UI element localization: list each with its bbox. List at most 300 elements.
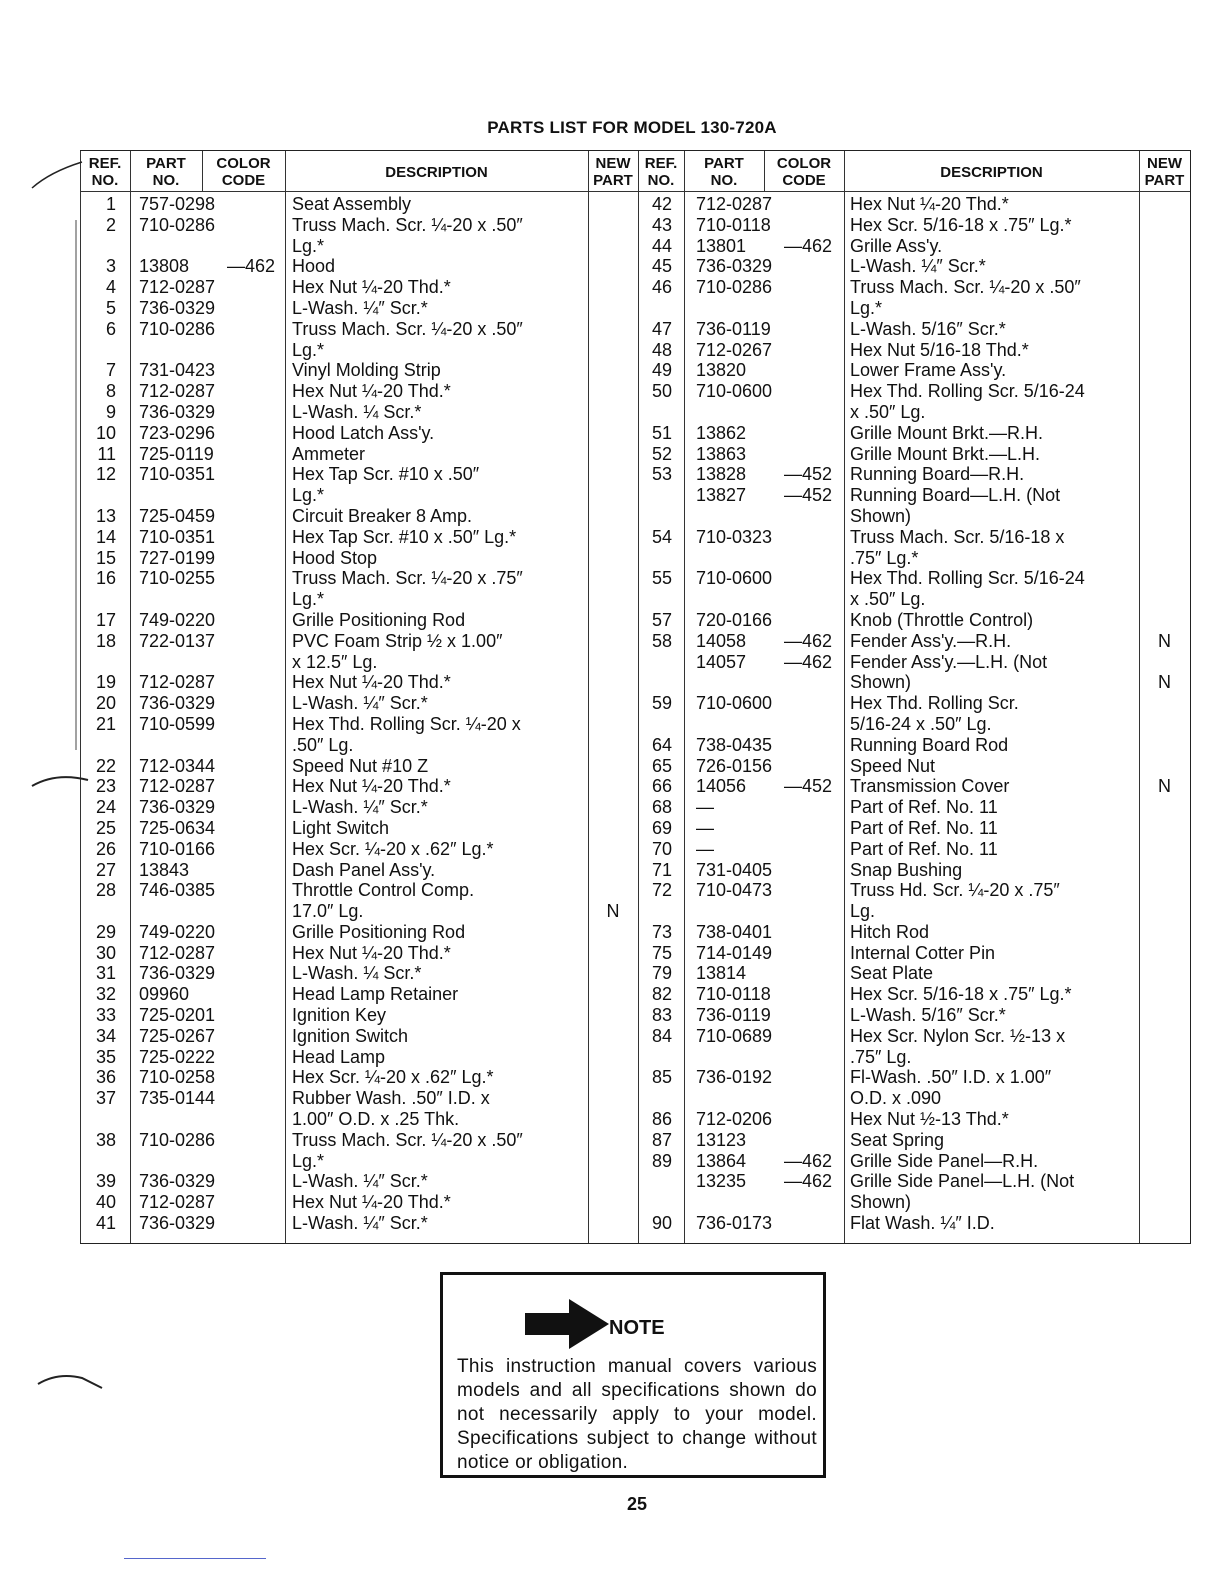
description: Head Lamp Retainer: [292, 984, 459, 1005]
new-part-flag: [588, 1213, 638, 1234]
part-cell: [139, 381, 285, 402]
description: Hood: [292, 256, 336, 277]
new-part-flag: [1139, 1213, 1190, 1234]
ref-number: 37: [95, 1088, 116, 1109]
new-part-flag: [1139, 464, 1190, 485]
color-code: [217, 444, 227, 465]
ref-number: 48: [651, 339, 672, 360]
part-number: 725-0119: [139, 443, 214, 464]
header-color: COLOR CODE: [216, 155, 271, 189]
ref-number: [80, 652, 116, 673]
color-code: [217, 984, 227, 1005]
ref-number: 21: [95, 713, 116, 734]
color-code: [217, 568, 227, 589]
new-part-flag: [1139, 922, 1190, 943]
color-code: [774, 735, 784, 756]
part-number: [696, 589, 774, 610]
part-cell: [139, 943, 285, 964]
color-code: [774, 1130, 784, 1151]
part-number: 723-0296: [139, 422, 216, 443]
description: Lg.: [850, 901, 876, 922]
part-number: 722-0137: [139, 630, 216, 651]
color-code: [217, 860, 227, 881]
new-part-flag: [588, 548, 638, 569]
part-number: 736-0329: [139, 963, 216, 984]
description: Grille Side Panel—R.H.: [850, 1150, 1039, 1171]
ref-number: [638, 1192, 672, 1213]
description-column: [292, 194, 588, 1234]
header-description: DESCRIPTION: [940, 163, 1043, 181]
ref-number: 5: [105, 297, 116, 318]
new-part-flag: [588, 423, 638, 444]
ref-number: 7: [105, 360, 116, 381]
part-number: 710-0286: [139, 318, 216, 339]
new-part-flag: [1139, 1088, 1190, 1109]
part-cell: [139, 1151, 285, 1172]
new-part-flag: [1139, 256, 1190, 277]
color-code: [217, 756, 227, 777]
part-number: 710-0286: [139, 214, 216, 235]
new-part-flag: [1139, 818, 1190, 839]
color-code: [774, 1067, 784, 1088]
new-part-flag: [588, 922, 638, 943]
description: .50″ Lg.: [292, 734, 354, 755]
ref-number: 40: [95, 1192, 116, 1213]
part-cell: [696, 735, 844, 756]
description: O.D. x .090: [850, 1088, 942, 1109]
ref-number: 3: [105, 256, 116, 277]
part-number: —: [696, 797, 714, 818]
part-cell: [696, 860, 844, 881]
ref-number: 2: [105, 214, 116, 235]
new-part-flag: [1139, 880, 1190, 901]
description: PVC Foam Strip ½ x 1.00″: [292, 630, 503, 651]
part-number: 736-0119: [696, 1005, 771, 1026]
color-code: [774, 423, 784, 444]
color-code: [217, 589, 227, 610]
part-cell: [696, 1047, 844, 1068]
part-cell: [139, 610, 285, 631]
part-number: 736-0329: [696, 256, 773, 277]
ref-column: [638, 194, 672, 1234]
part-cell: [139, 568, 285, 589]
description: Hex Nut ½-13 Thd.*: [850, 1109, 1009, 1130]
color-code: [217, 1151, 227, 1172]
part-number: 710-0118: [696, 214, 771, 235]
header-part: PART NO.: [704, 155, 744, 189]
part-cell: [139, 319, 285, 340]
description: Snap Bushing: [850, 859, 963, 880]
color-code: [774, 527, 784, 548]
ref-number: 70: [651, 838, 672, 859]
new-part-flag: [1139, 215, 1190, 236]
new-part-flag: [1139, 1005, 1190, 1026]
margin-mark-icon: [30, 150, 90, 190]
color-code: [217, 402, 227, 423]
part-cell: [139, 277, 285, 298]
new-part-flag: [1139, 444, 1190, 465]
description: Lg.*: [292, 235, 325, 256]
new-part-flag: [588, 860, 638, 881]
part-cell: [139, 860, 285, 881]
part-cell: [696, 236, 844, 257]
ref-number: [638, 402, 672, 423]
description: Truss Mach. Scr. ¼-20 x .50″: [292, 214, 523, 235]
ref-number: 20: [95, 693, 116, 714]
part-number: 14057: [696, 651, 747, 672]
new-part-flag: [588, 319, 638, 340]
part-number: 746-0385: [139, 880, 216, 901]
ref-number: 49: [651, 360, 672, 381]
part-number: [696, 1088, 774, 1109]
color-code: —452: [784, 776, 833, 797]
new-part-flag: [588, 485, 638, 506]
color-code: —462: [784, 651, 833, 672]
color-code: [774, 610, 784, 631]
part-cell: [139, 776, 285, 797]
new-part-column: [1139, 194, 1190, 1234]
description: x .50″ Lg.: [850, 401, 926, 422]
ref-number: [638, 901, 672, 922]
ref-number: 33: [95, 1005, 116, 1026]
new-part-flag: [588, 984, 638, 1005]
description: Hex Nut ¼-20 Thd.*: [292, 776, 451, 797]
color-code: [217, 319, 227, 340]
new-part-flag: [1139, 1109, 1190, 1130]
ref-number: [638, 1171, 672, 1192]
part-cell: [139, 402, 285, 423]
part-cell: [696, 1005, 844, 1026]
part-number: 710-0258: [139, 1067, 216, 1088]
color-code: [217, 901, 227, 922]
part-number: [696, 402, 774, 423]
new-part-flag: [588, 464, 638, 485]
color-code: —462: [784, 1171, 833, 1192]
part-number: 736-0329: [139, 693, 216, 714]
color-code: [217, 381, 227, 402]
part-cell: [696, 298, 844, 319]
part-number: 710-0599: [139, 713, 216, 734]
new-part-flag: [1139, 527, 1190, 548]
ref-number: 16: [95, 568, 116, 589]
new-part-flag: [1139, 506, 1190, 527]
description: Hex Tap Scr. #10 x .50″ Lg.*: [292, 526, 517, 547]
description: Rubber Wash. .50″ I.D. x: [292, 1088, 490, 1109]
part-cell: [696, 464, 844, 485]
part-number: 710-0600: [696, 381, 773, 402]
description: Fender Ass'y.—R.H.: [850, 630, 1012, 651]
part-cell: [139, 1192, 285, 1213]
ref-number: [638, 672, 672, 693]
part-cell: [696, 1151, 844, 1172]
description: L-Wash. ¼″ Scr.*: [292, 1171, 428, 1192]
new-part-flag: [588, 194, 638, 215]
ref-number: 75: [651, 942, 672, 963]
part-cell: [696, 922, 844, 943]
ref-number: [80, 236, 116, 257]
color-code: —452: [784, 485, 833, 506]
color-code: [217, 527, 227, 548]
description: L-Wash. ¼″ Scr.*: [292, 797, 428, 818]
part-number: 13863: [696, 443, 747, 464]
ref-number: 43: [651, 214, 672, 235]
ref-number: 15: [95, 547, 116, 568]
part-cell: [696, 880, 844, 901]
new-part-flag: [1139, 963, 1190, 984]
new-part-flag: [1139, 1130, 1190, 1151]
description: Throttle Control Comp.: [292, 880, 475, 901]
color-code: [774, 818, 784, 839]
part-number: [696, 1047, 774, 1068]
description: Truss Mach. Scr. ¼-20 x .50″: [292, 318, 523, 339]
ref-number: 47: [651, 318, 672, 339]
new-part-flag: [588, 1130, 638, 1151]
color-code: [774, 1213, 784, 1234]
part-cell: [139, 548, 285, 569]
description: Hex Scr. ¼-20 x .62″ Lg.*: [292, 838, 494, 859]
color-code: [774, 797, 784, 818]
part-cell: [139, 194, 285, 215]
new-part-flag: N: [1158, 630, 1171, 651]
description: Lg.*: [292, 1150, 325, 1171]
part-cell: [696, 984, 844, 1005]
color-code: [774, 298, 784, 319]
note-label: NOTE: [609, 1316, 665, 1339]
part-number: 725-0634: [139, 817, 216, 838]
part-number: 736-0119: [696, 318, 771, 339]
part-cell: [696, 818, 844, 839]
part-number: 736-0192: [696, 1067, 773, 1088]
part-number: 725-0459: [139, 505, 216, 526]
part-cell: [696, 1109, 844, 1130]
new-part-flag: [588, 340, 638, 361]
ref-number: 39: [95, 1171, 116, 1192]
description-column: [850, 194, 1139, 1234]
color-code: [217, 672, 227, 693]
ref-number: 57: [651, 609, 672, 630]
part-number: 736-0329: [139, 401, 216, 422]
new-part-flag: [1139, 1026, 1190, 1047]
ref-number: 26: [95, 838, 116, 859]
part-number: 725-0201: [139, 1005, 216, 1026]
color-code: [774, 444, 784, 465]
part-number: 712-0287: [139, 776, 216, 797]
new-part-flag: [588, 256, 638, 277]
color-code: [774, 714, 784, 735]
part-cell: [139, 797, 285, 818]
part-cell: [139, 1067, 285, 1088]
part-cell: [139, 756, 285, 777]
margin-mark-icon: [36, 1370, 106, 1394]
part-cell: [139, 423, 285, 444]
new-part-flag: [588, 818, 638, 839]
part-cell: [696, 589, 844, 610]
color-code: [217, 236, 227, 257]
color-code: —452: [784, 464, 833, 485]
part-number: 13808: [139, 256, 190, 277]
description: Truss Mach. Scr. ¼-20 x .50″: [850, 277, 1081, 298]
description: Light Switch: [292, 817, 390, 838]
description: Part of Ref. No. 11: [850, 797, 998, 818]
part-number: [139, 236, 217, 257]
part-cell: [139, 652, 285, 673]
part-cell: [696, 194, 844, 215]
part-number: 710-0286: [696, 277, 773, 298]
ref-number: 54: [651, 526, 672, 547]
new-part-flag: [588, 215, 638, 236]
description: Hex Scr. ¼-20 x .62″ Lg.*: [292, 1067, 494, 1088]
new-part-flag: [588, 277, 638, 298]
page-title: PARTS LIST FOR MODEL 130-720A: [487, 118, 777, 137]
ref-number: 29: [95, 921, 116, 942]
description: x .50″ Lg.: [850, 589, 926, 610]
new-part-flag: [1139, 485, 1190, 506]
part-cell: [139, 527, 285, 548]
new-part-flag: [1139, 735, 1190, 756]
part-cell: [696, 256, 844, 277]
description: Dash Panel Ass'y.: [292, 859, 436, 880]
part-cell: [696, 797, 844, 818]
description: Seat Assembly: [292, 194, 412, 214]
part-cell: [139, 922, 285, 943]
part-cell: [696, 506, 844, 527]
description: Shown): [850, 672, 912, 693]
part-cell: [139, 360, 285, 381]
part-number: [696, 298, 774, 319]
part-cell: [139, 693, 285, 714]
new-part-flag: [1139, 901, 1190, 922]
ref-number: 53: [651, 464, 672, 485]
ref-number: [638, 714, 672, 735]
new-part-flag: [1139, 1047, 1190, 1068]
part-cell: [139, 256, 285, 277]
description: L-Wash. 5/16″ Scr.*: [850, 318, 1006, 339]
part-number: 13843: [139, 859, 190, 880]
color-code: [217, 215, 227, 236]
color-code: [774, 943, 784, 964]
color-code: [217, 298, 227, 319]
color-code: [774, 402, 784, 423]
new-part-flag: [588, 1171, 638, 1192]
ref-number: 72: [651, 880, 672, 901]
part-cell: [139, 818, 285, 839]
ref-number: [638, 485, 672, 506]
color-code: [217, 714, 227, 735]
color-code: [774, 381, 784, 402]
new-part-flag: [1139, 610, 1190, 631]
new-part-flag: [588, 963, 638, 984]
new-part-flag: [1139, 1151, 1190, 1172]
description: x 12.5″ Lg.: [292, 651, 378, 672]
description: Running Board—R.H.: [850, 464, 1025, 485]
description: L-Wash. ¼ Scr.*: [292, 401, 422, 422]
description: Fl-Wash. .50″ I.D. x 1.00″: [850, 1067, 1052, 1088]
description: 1.00″ O.D. x .25 Thk.: [292, 1109, 460, 1130]
color-code: [217, 818, 227, 839]
color-code: [217, 880, 227, 901]
part-cell: [139, 714, 285, 735]
color-code: [774, 568, 784, 589]
color-code: [217, 506, 227, 527]
ref-number: [638, 652, 672, 673]
part-number: 712-0287: [139, 672, 216, 693]
new-part-flag: [1139, 1067, 1190, 1088]
part-number: [139, 1109, 217, 1130]
part-number: 710-0351: [139, 464, 216, 485]
color-code: [217, 1067, 227, 1088]
new-part-flag: [588, 1088, 638, 1109]
part-number: 712-0287: [139, 1192, 216, 1213]
ref-number: 35: [95, 1046, 116, 1067]
ref-number: [80, 1151, 116, 1172]
description: Hex Nut ¼-20 Thd.*: [292, 942, 451, 963]
color-code: [774, 1088, 784, 1109]
part-cell: [139, 464, 285, 485]
ref-number: [638, 1047, 672, 1068]
part-cell: [696, 548, 844, 569]
part-cell: [696, 444, 844, 465]
color-code: [774, 984, 784, 1005]
new-part-flag: [588, 1151, 638, 1172]
margin-rule-icon: [70, 200, 84, 760]
part-cell: [696, 402, 844, 423]
color-code: [217, 735, 227, 756]
description: Hitch Rod: [850, 921, 930, 942]
part-number: 726-0156: [696, 755, 773, 776]
description: Hex Thd. Rolling Scr.: [850, 693, 1019, 714]
ref-number: 68: [651, 797, 672, 818]
part-number: 14058: [696, 630, 747, 651]
color-code: [774, 839, 784, 860]
description: Hex Scr. 5/16-18 x .75″ Lg.*: [850, 214, 1072, 235]
part-number: 738-0401: [696, 921, 773, 942]
new-part-flag: [588, 589, 638, 610]
ref-number: 50: [651, 381, 672, 402]
color-code: [774, 194, 784, 215]
ref-number: 79: [651, 963, 672, 984]
part-cell: [696, 693, 844, 714]
part-cell: [696, 1171, 844, 1192]
color-code: [774, 256, 784, 277]
ref-number: [638, 589, 672, 610]
description: Speed Nut: [850, 755, 936, 776]
part-number: 710-0473: [696, 880, 773, 901]
ref-number: 12: [95, 464, 116, 485]
part-number: [139, 1151, 217, 1172]
description: Lg.*: [850, 297, 883, 318]
ref-number: 14: [95, 526, 116, 547]
part-number: 710-0600: [696, 693, 773, 714]
color-code: [217, 797, 227, 818]
ref-number: [80, 901, 116, 922]
part-cell: [139, 1171, 285, 1192]
new-part-flag: [1139, 340, 1190, 361]
note-header: [525, 1299, 665, 1349]
part-number: 712-0287: [139, 277, 216, 298]
color-code: [774, 693, 784, 714]
color-code: [217, 194, 227, 215]
new-part-flag: [588, 735, 638, 756]
color-code: [217, 340, 227, 361]
part-cell: [696, 215, 844, 236]
part-number: [139, 340, 217, 361]
new-part-flag: [1139, 298, 1190, 319]
new-part-flag: [588, 943, 638, 964]
color-code: [217, 963, 227, 984]
description: Hex Nut ¼-20 Thd.*: [292, 277, 451, 298]
new-part-flag: [588, 360, 638, 381]
part-cell: [139, 1109, 285, 1130]
